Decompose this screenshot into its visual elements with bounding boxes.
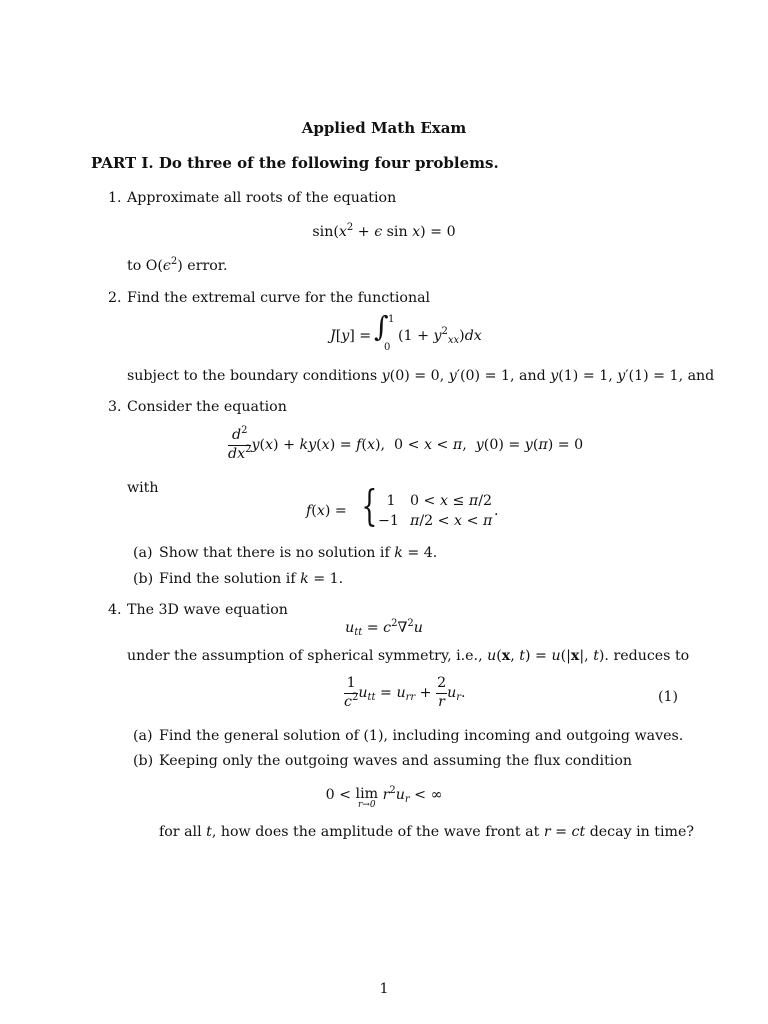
problem-4-part-a-label: (a) <box>133 728 153 744</box>
problem-1-equation: $\sin(x^2 + \epsilon$ sin x) = 0 <box>312 222 456 240</box>
problem-3-intro: Consider the equation <box>127 399 287 415</box>
problem-4-closing: for all t, how does the amplitude of the wave front at r = ct decay in time? <box>159 824 694 840</box>
problem-4-intro: The 3D wave equation <box>127 602 288 618</box>
problem-3-part-b-label: (b) <box>133 571 154 587</box>
exam-title: Applied Math Exam <box>301 119 467 137</box>
problem-2-after: subject to the boundary conditions y(0) = 0, y′(0) = 1, and y(1) = 1, y′(1) = 1, and <box>127 368 715 384</box>
problem-1-intro: Approximate all roots of the equation <box>127 190 397 206</box>
page-number: 1 <box>379 981 389 997</box>
problem-4-part-b-label: (b) <box>133 753 154 769</box>
problem-2-equation: J[y] = ∫ 1 0 $(1 + y^2_{xx})dx$ <box>330 310 482 353</box>
problem-2-intro: Find the extremal curve for the functional <box>127 290 431 306</box>
problem-3-part-b-text: Find the solution if k = 1. <box>159 571 344 587</box>
problem-3-equation: $\frac{d^2}{dx^2}$ y(x) + ky(x) = f(x), 0 < x < π, y(0) = y(π) = 0 <box>228 425 584 462</box>
problem-4-part-b-text: Keeping only the outgoing waves and assuming the flux condition <box>159 753 633 769</box>
problem-4-part-a-text: Find the general solution of (1), including incoming and outgoing waves. <box>159 728 684 744</box>
problem-4-equation-1: $\frac{1}{c^2}$ $u_{tt} = u_{rr}$ + $\frac{2}{r}$ $u_r$. <box>344 675 466 710</box>
problem-4-number: 4. <box>108 602 122 618</box>
problem-3-part-a-label: (a) <box>133 545 153 561</box>
problem-4-equation: $u_{tt} = c^2\nabla^2u$ <box>345 618 423 638</box>
problem-2-number: 2. <box>108 290 122 306</box>
problem-3-number: 3. <box>108 399 122 415</box>
equation-tag: (1) <box>658 689 679 705</box>
problem-3-with: with <box>127 480 159 496</box>
problem-3-piecewise: f(x) = { 1 0 < x ≤ π/2 −1 π/2 < x < π . <box>306 481 499 530</box>
problem-1-number: 1. <box>108 190 122 206</box>
problem-1-after: to $O(\epsilon^2)$ error. <box>127 256 228 274</box>
problem-4-middle: under the assumption of spherical symmetry, i.e., u(x, t) = u(|x|, t). reduces to <box>127 648 690 664</box>
part-heading: PART I. Do three of the following four problems. <box>91 154 499 172</box>
problem-3-part-a-text: Show that there is no solution if k = 4. <box>159 545 438 561</box>
problem-4-limit-equation: 0 < lim r→0 $r^2u_r$ < ∞ <box>325 785 443 811</box>
